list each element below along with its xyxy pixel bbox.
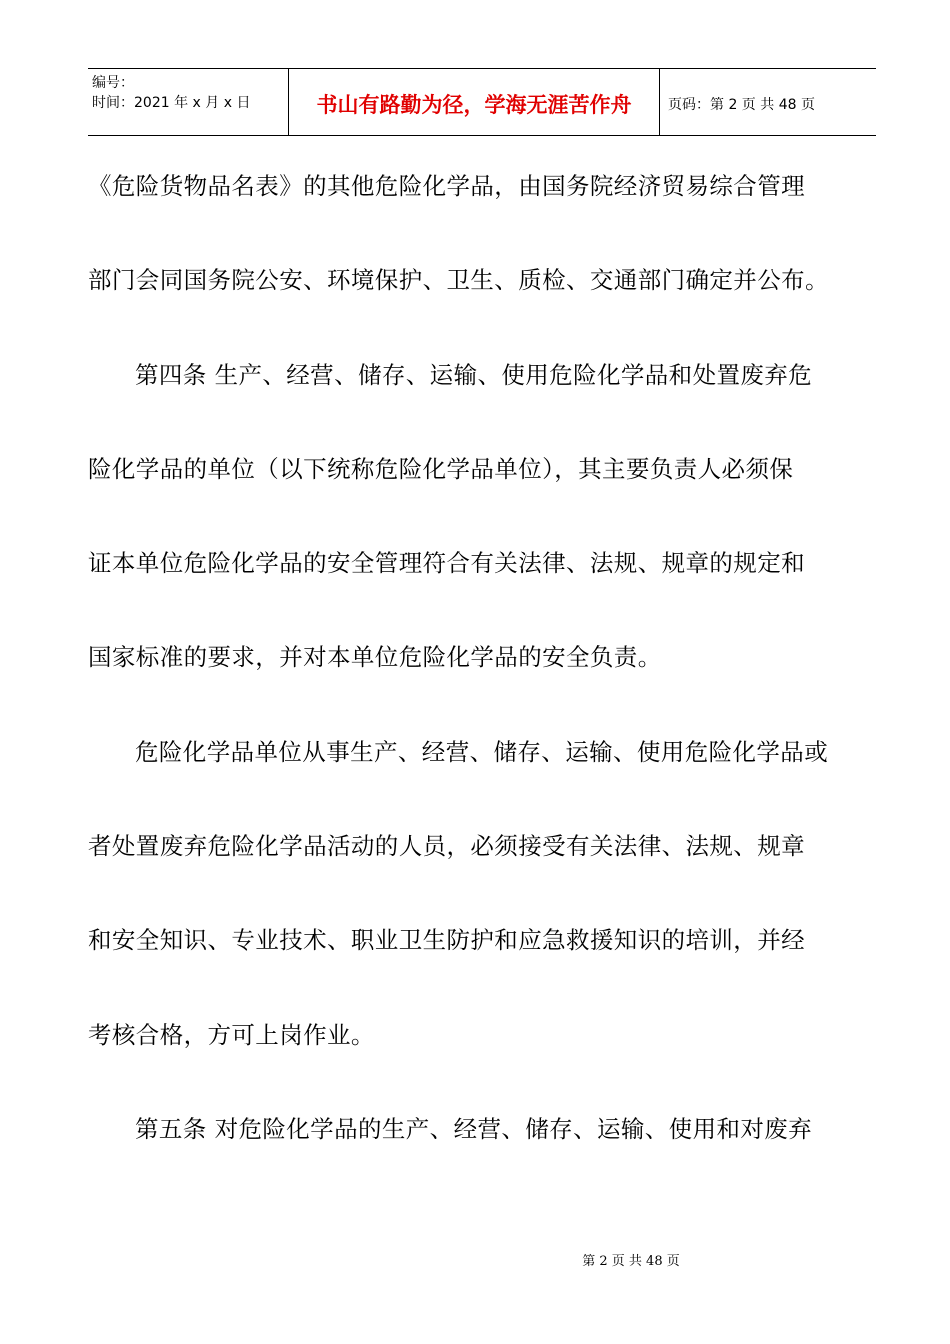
body-line: 国家标准的要求，并对本单位危险化学品的安全负责。 (88, 643, 662, 672)
body-line: 险化学品的单位（以下统称危险化学品单位），其主要负责人必须保 (88, 454, 794, 483)
document-time: 时间：2021 年 x 月 x 日 (92, 95, 251, 111)
body-line: 和安全知识、专业技术、职业卫生防护和应急救援知识的培训，并经 (88, 926, 805, 955)
body-line: 《危险货物品名表》的其他危险化学品，由国务院经济贸易综合管理 (88, 172, 805, 200)
body-line: 第四条 生产、经营、储存、运输、使用危险化学品和处置废弃危 (135, 360, 813, 389)
body-line: 者处置废弃危险化学品活动的人员，必须接受有关法律、法规、规章 (88, 832, 805, 861)
page-footer: 第 2 页 共 48 页 (582, 1254, 680, 1269)
body-line: 第五条 对危险化学品的生产、经营、储存、运输、使用和对废弃 (135, 1114, 813, 1143)
page-header (88, 68, 876, 136)
body-line: 危险化学品单位从事生产、经营、储存、运输、使用危险化学品或 (135, 737, 829, 766)
header-page-number: 页码：第 2 页 共 48 页 (668, 97, 815, 113)
document-body (88, 160, 878, 1197)
document-number: 编号： (92, 75, 134, 91)
header-motto: 书山有路勤为径，学海无涯苦作舟 (288, 69, 660, 135)
body-line: 考核合格，方可上岗作业。 (88, 1020, 375, 1049)
body-line: 证本单位危险化学品的安全管理符合有关法律、法规、规章的规定和 (88, 549, 805, 578)
header-meta (88, 69, 288, 135)
body-line: 部门会同国务院公安、环境保护、卫生、质检、交通部门确定并公布。 (88, 266, 829, 295)
